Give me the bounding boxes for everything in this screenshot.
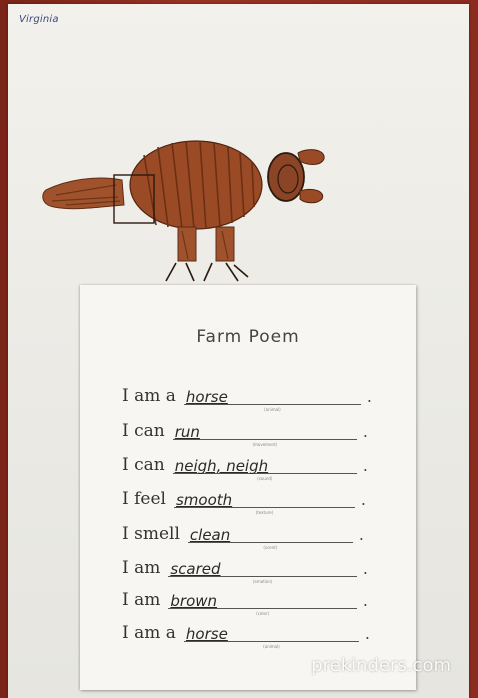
- handwritten-answer: scared: [170, 560, 221, 578]
- blank-hint: (emotion): [252, 579, 273, 584]
- handwritten-answer: neigh, neigh: [174, 457, 269, 475]
- poem-line: [122, 585, 368, 616]
- answer-blank: [184, 620, 359, 649]
- poem-line: [122, 381, 372, 412]
- line-stem: I feel: [122, 489, 166, 509]
- site-watermark: prekinders.com: [311, 655, 451, 676]
- handwritten-answer: horse: [185, 625, 228, 643]
- horse-drawing: [36, 135, 332, 285]
- blank-hint: (scent): [263, 545, 278, 550]
- blank-hint: (movement): [252, 442, 278, 447]
- poem-line: [122, 484, 366, 515]
- answer-blank: [168, 587, 357, 616]
- poem-line: [122, 519, 364, 550]
- line-stem: I smell: [122, 524, 180, 544]
- line-stem: I am a: [122, 623, 176, 643]
- handwritten-answer: run: [174, 423, 200, 441]
- end-mark: .: [362, 591, 368, 610]
- answer-blank: [174, 486, 355, 515]
- answer-blank: [184, 383, 361, 412]
- end-mark: .: [366, 387, 372, 406]
- blank-hint: (color): [256, 611, 270, 616]
- end-mark: .: [362, 559, 368, 578]
- end-mark: .: [364, 624, 370, 643]
- line-stem: I am: [122, 558, 161, 578]
- blank-hint: (animal): [264, 407, 281, 412]
- end-mark: .: [362, 456, 368, 475]
- line-stem: I am: [122, 590, 161, 610]
- poem-line: [122, 416, 368, 447]
- poem-line: [122, 450, 368, 481]
- line-stem: I am a: [122, 386, 176, 406]
- answer-blank: [168, 555, 357, 584]
- blank-hint: (texture): [255, 510, 274, 515]
- answer-blank: [173, 452, 357, 481]
- end-mark: .: [362, 422, 368, 441]
- answer-blank: [188, 521, 353, 550]
- handwritten-answer: clean: [189, 526, 231, 544]
- child-name: Virginia: [19, 14, 59, 25]
- poem-line: [122, 618, 370, 649]
- poem-line: [122, 553, 368, 584]
- handwritten-answer: horse: [185, 388, 228, 406]
- end-mark: .: [360, 490, 366, 509]
- poem-title: Farm Poem: [196, 327, 300, 347]
- end-mark: .: [358, 525, 364, 544]
- line-stem: I can: [122, 455, 165, 475]
- answer-blank: [173, 418, 357, 447]
- handwritten-answer: brown: [170, 592, 218, 610]
- handwritten-answer: smooth: [175, 491, 233, 509]
- blank-hint: (sound): [257, 476, 273, 481]
- line-stem: I can: [122, 421, 165, 441]
- blank-hint: (animal): [263, 644, 280, 649]
- poem-worksheet: [80, 285, 416, 690]
